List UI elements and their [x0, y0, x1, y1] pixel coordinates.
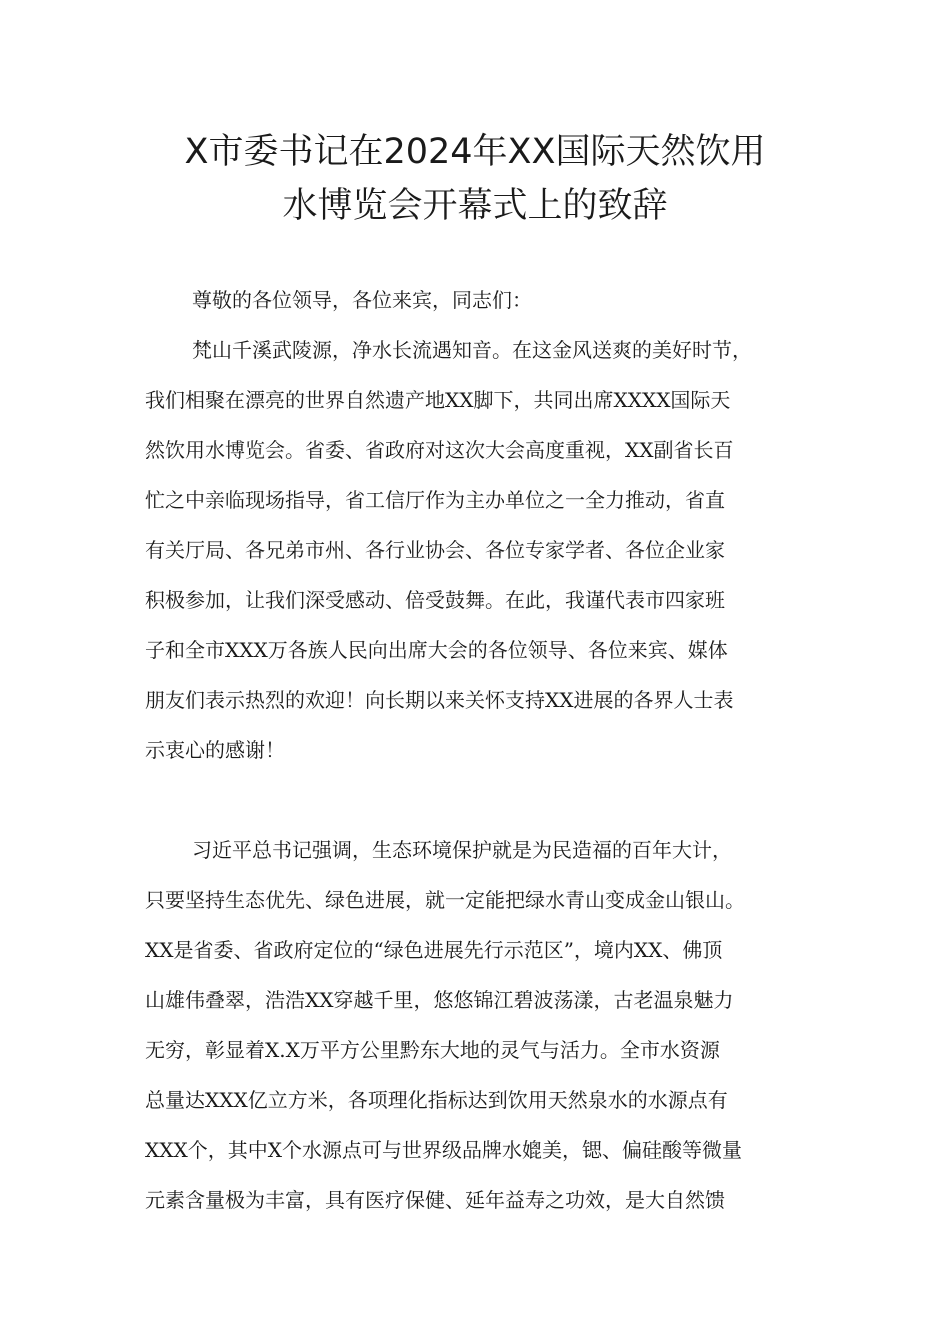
paragraph-1-line: 梵山千溪武陵源，净水长流遇知音。在这金风送爽的美好时节， [192, 338, 752, 362]
paragraph-2-line: 山雄伟叠翠，浩浩XX穿越千里，悠悠锦江碧波荡漾，古老温泉魅力 [145, 988, 734, 1012]
paragraph-1-line: 我们相聚在漂亮的世界自然遗产地XX脚下，共同出席XXXX国际天 [145, 388, 731, 412]
paragraph-2-line: XX是省委、省政府定位的“绿色进展先行示范区”，境内XX、佛顶 [145, 938, 723, 962]
paragraph-2-line: 无穷，彰显着X.X万平方公里黔东大地的灵气与活力。全市水资源 [145, 1038, 720, 1062]
salutation: 尊敬的各位领导，各位来宾，同志们： [192, 288, 532, 312]
document-title-line-1: X市委书记在2024年XX国际天然饮用 [184, 132, 766, 172]
paragraph-2-line: 只要坚持生态优先、绿色进展，就一定能把绿水青山变成金山银山。 [145, 888, 745, 912]
paragraph-1-line: 有关厅局、各兄弟市州、各行业协会、各位专家学者、各位企业家 [145, 538, 725, 562]
paragraph-2-line: 元素含量极为丰富，具有医疗保健、延年益寿之功效，是大自然馈 [145, 1188, 725, 1212]
paragraph-2-line: 总量达XXX亿立方米，各项理化指标达到饮用天然泉水的水源点有 [145, 1088, 728, 1112]
paragraph-1-line: 积极参加，让我们深受感动、倍受鼓舞。在此，我谨代表市四家班 [145, 588, 725, 612]
paragraph-2-line: 习近平总书记强调，生态环境保护就是为民造福的百年大计， [192, 838, 732, 862]
paragraph-1-line: 子和全市XXX万各族人民向出席大会的各位领导、各位来宾、媒体 [145, 638, 728, 662]
paragraph-2-line: XXX个，其中X个水源点可与世界级品牌水媲美，锶、偏硅酸等微量 [145, 1138, 742, 1162]
paragraph-1-line: 然饮用水博览会。省委、省政府对这次大会高度重视，XX副省长百 [145, 438, 734, 462]
paragraph-1-line: 朋友们表示热烈的欢迎！向长期以来关怀支持XX进展的各界人士表 [145, 688, 734, 712]
document-title-line-2: 水博览会开幕式上的致辞 [282, 186, 668, 226]
paragraph-1-line: 忙之中亲临现场指导，省工信厅作为主办单位之一全力推动，省直 [145, 488, 725, 512]
paragraph-1-line: 示衷心的感谢！ [145, 738, 285, 762]
